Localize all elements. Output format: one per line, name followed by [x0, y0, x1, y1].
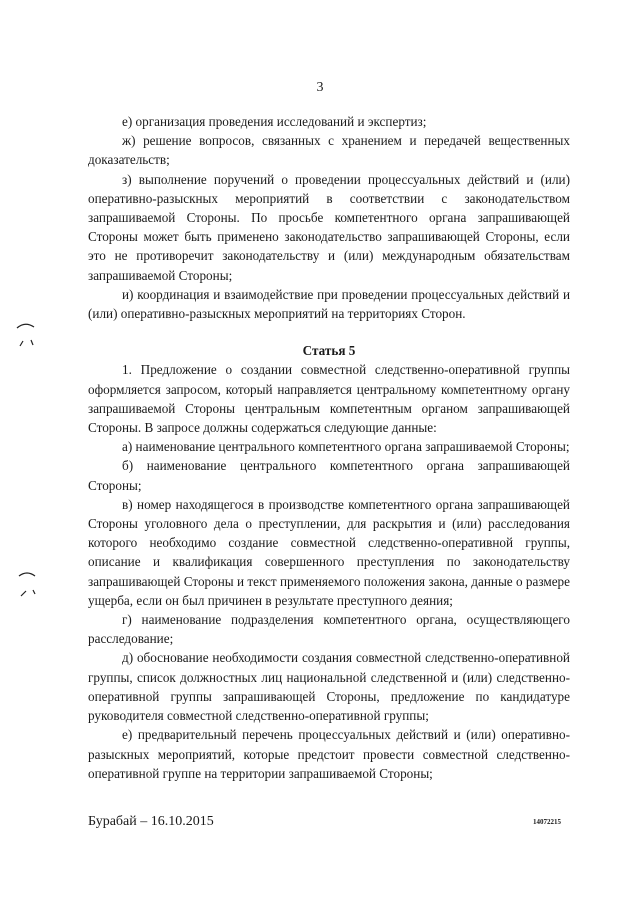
document-body	[88, 112, 570, 783]
binder-hole-mark	[16, 566, 40, 602]
list-item-zh: ж) решение вопросов, связанных с хранением и передачей вещественных доказательств;	[88, 133, 570, 168]
article-heading: Статья 5	[302, 343, 356, 359]
list-item-z: з) выполнение поручений о проведении процессуальных действий и (или) оперативно-разыскных мероприятий в соответствии с законодательством запрашиваемой Стороны. По просьбе компетентного органа запрашивающей Стороны может быть применено законодательство запрашивающей Стороны, если это не противоречит законодательству и (или) международным обязательствам запрашиваемой Стороны;	[88, 171, 570, 283]
list-item-e2: е) предварительный перечень процессуальных действий и (или) оперативно-разыскных мероприятий, которые предстоит провести совместной следственно-оперативной группе на территории запрашиваемой Стороны;	[88, 727, 570, 781]
page-number: 3	[316, 80, 324, 95]
article-5-paragraph-1: 1. Предложение о создании совместной следственно-оперативной группы оформляется запросом, который направляется центральному компетентному органу запрашиваемой Стороны центральным компетентным органом запрашивающей Стороны. В запросе должны содержаться следующие данные:	[88, 362, 570, 436]
list-item-d: д) обоснование необходимости создания совместной следственно-оперативной группы, список должностных лиц национальной следственной и (или) следственно-оперативной группы запрашивающей Стороны, предложение по кандидатуре руководителя совместной следственно-оперативной группы;	[88, 650, 570, 724]
list-item-e: е) организация проведения исследований и экспертиз;	[122, 114, 427, 129]
list-item-v: в) номер находящегося в производстве компетентного органа запрашивающей Стороны уголовного дела о преступлении, для раскрытия и (или) расследования которого необходимо создание совместной следственно-оперативной группы, описание и квалификация совершенного преступления по законодательству запрашивающей Стороны и текст применяемого положения закона, данные о размере ущерба, если он был причинен в результате преступного деяния;	[88, 496, 570, 608]
footer-place-date: Бурабай – 16.10.2015	[88, 814, 214, 829]
binder-hole-mark	[14, 318, 38, 352]
list-item-a: а) наименование центрального компетентного органа запрашиваемой Стороны;	[122, 439, 570, 455]
list-item-i: и) координация и взаимодействие при проведении процессуальных действий и (или) оперативно-разыскных мероприятий на территориях Сторон.	[88, 286, 570, 322]
footer-doc-code: 14072215	[533, 818, 561, 826]
list-item-b: б) наименование центрального компетентного органа запрашивающей Стороны;	[88, 458, 570, 493]
list-item-g: г) наименование подразделения компетентного органа, осуществляющего расследование;	[88, 612, 570, 647]
